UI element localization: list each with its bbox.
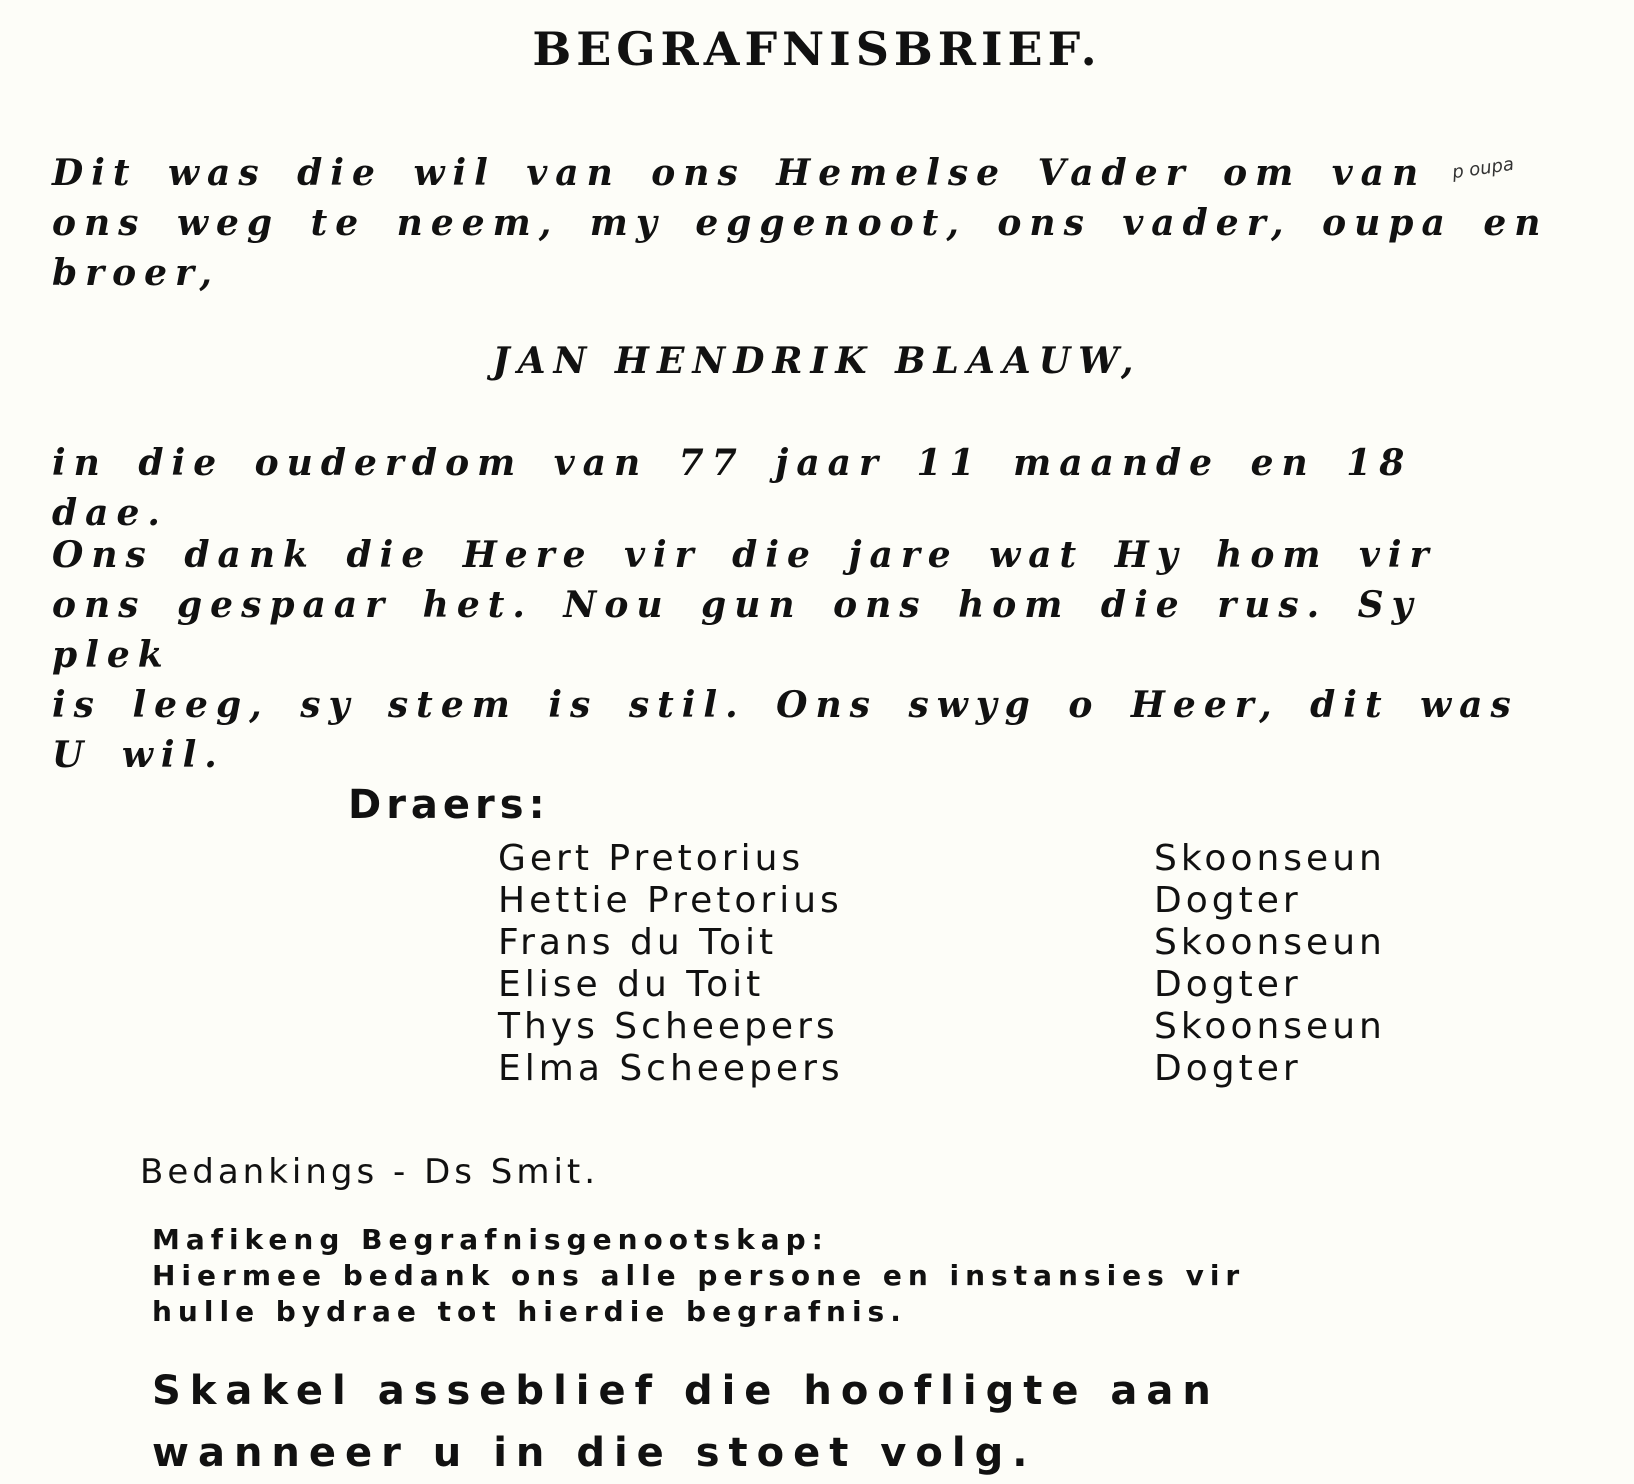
bearer-name: Elma Scheepers [498,1048,844,1089]
document-title: BEGRAFNISBRIEF. [532,22,1102,76]
intro-line-3: broer, [52,252,220,294]
deceased-name: JAN HENDRIK BLAAUW, [492,340,1142,382]
bearer-relation: Dogter [1154,964,1302,1005]
bearer-row [498,880,1538,922]
bearer-relation: Dogter [1154,880,1302,921]
bearer-row [498,964,1538,1006]
closing-line-1: Skakel asseblief die hoofligte aan [152,1368,1220,1414]
bearer-relation: Skoonseun [1154,838,1386,879]
society-notice [152,1222,1602,1330]
society-line-1: Mafikeng Begrafnisgenootskap: [152,1223,829,1256]
prayer-line-2: ons gespaar het. Nou gun ons hom die rus. Sy plek [52,584,1421,676]
bearer-row [498,922,1538,964]
bearer-name: Gert Pretorius [498,838,805,879]
handwritten-annotation: p oupa [1450,153,1516,184]
prayer-line-4: U wil. [52,734,225,776]
bearer-name: Thys Scheepers [498,1006,839,1047]
bearer-relation: Skoonseun [1154,922,1386,963]
intro-line-2: ons weg te neem, my eggenoot, ons vader, oupa en [52,202,1549,244]
bearer-row [498,1048,1538,1090]
bearers-list [498,838,1538,1090]
bearer-name: Hettie Pretorius [498,880,843,921]
bearer-row [498,1006,1538,1048]
intro-line-1: Dit was die wil van ons Hemelse Vader om van [52,152,1427,194]
prayer-line-3: is leeg, sy stem is stil. Ons swyg o Heer, dit was [52,684,1519,726]
bearer-relation: Skoonseun [1154,1006,1386,1047]
bearer-row [498,838,1538,880]
closing-line-2: wanneer u in die stoet volg. [152,1430,1037,1476]
thanks-line: Bedankings - Ds Smit. [140,1152,600,1192]
bearer-relation: Dogter [1154,1048,1302,1089]
prayer-paragraph [52,530,1552,780]
bearer-name: Elise du Toit [498,964,765,1005]
society-line-3: hulle bydrae tot hierdie begrafnis. [152,1295,907,1328]
intro-paragraph [52,148,1552,298]
bearer-name: Frans du Toit [498,922,778,963]
prayer-line-1: Ons dank die Here vir die jare wat Hy hom vir [52,534,1437,576]
bearers-heading: Draers: [348,782,550,828]
society-line-2: Hiermee bedank ons alle persone en instansies vir [152,1259,1246,1292]
closing-notice [152,1360,1602,1484]
age-line: in die ouderdom van 77 jaar 11 maande en 18 dae. [52,442,1413,534]
